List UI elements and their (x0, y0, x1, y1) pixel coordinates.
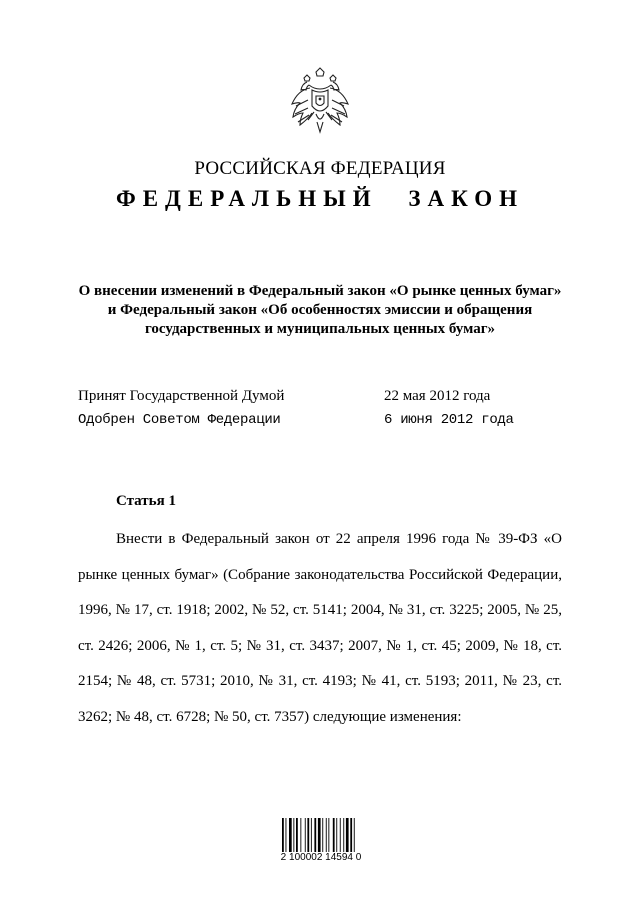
adoption-label: Одобрен Советом Федерации (78, 412, 281, 428)
barcode-icon (280, 812, 356, 852)
article-heading: Статья 1 (116, 493, 176, 509)
adoption-date: 22 мая 2012 года (384, 388, 491, 404)
article-text: Внести в Федеральный закон от 22 апреля 1996 года № 39-ФЗ «О рынке ценных бумаг» (Собрание законодательства Российской Федерации, 1996, № 17, ст. 1918; 2002, № 52, ст. 5141; 2004, № 31, ст. 3225; 2005, № 25, ст. 2426; 2006, № 1, ст. 5; № 31, ст. 3437; 2007, № 1, ст. 45; 2009, № 18, ст. 2154; № 48, ст. 5731; 2010, № 31, ст. 4193; № 41, ст. 5193; 2011, № 23, ст. 3262; № 48, ст. 6728; № 50, ст. 7357) следующие изменения: (78, 531, 562, 725)
law-title-line: государственных и муниципальных ценных бумаг» (144, 321, 496, 337)
law-title (40, 282, 600, 339)
country-name: РОССИЙСКАЯ ФЕДЕРАЦИЯ (194, 158, 446, 179)
coat-of-arms-icon (286, 66, 354, 140)
adoption-row-council (78, 412, 578, 432)
adoption-date: 6 июня 2012 года (384, 412, 514, 428)
document-type: ФЕДЕРАЛЬНЫЙ ЗАКОН (115, 186, 525, 211)
adoption-row-duma (78, 388, 578, 408)
law-title-line: и Федеральный закон «Об особенностях эмиссии и обращения (107, 302, 533, 318)
barcode-number: 2 100002 14594 0 (280, 852, 362, 863)
law-title-line: О внесении изменений в Федеральный закон «О рынке ценных бумаг» (78, 283, 562, 299)
adoption-label: Принят Государственной Думой (78, 388, 285, 404)
